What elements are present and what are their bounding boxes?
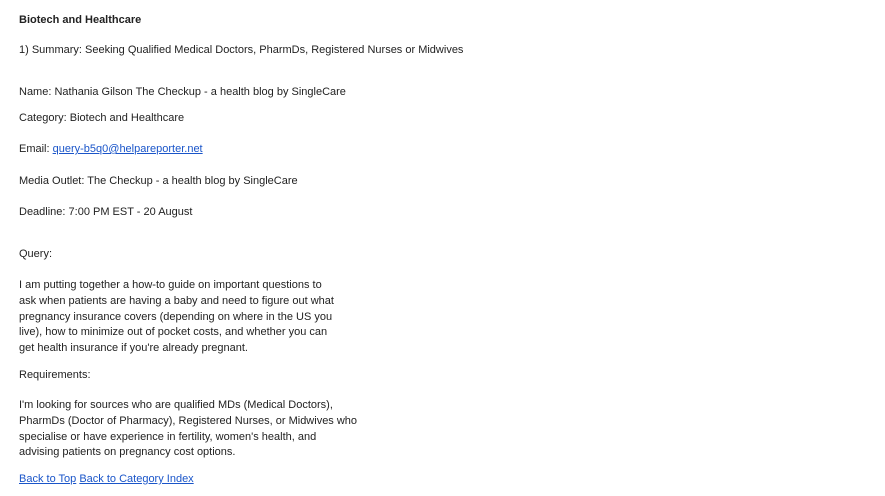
back-to-top-link[interactable]: Back to Top (19, 473, 77, 485)
deadline-line: Deadline: 7:00 PM EST - 20 August (19, 206, 193, 218)
query-line: live), how to minimize out of pocket costs, and whether you can (19, 326, 328, 339)
summary-line: 1) Summary: Seeking Qualified Medical Doctors, PharmDs, Registered Nurses or Midwives (19, 44, 464, 56)
media-outlet-line: Media Outlet: The Checkup - a health blog by SingleCare (19, 175, 298, 187)
footer-links (19, 472, 194, 486)
email-link[interactable]: query-b5q0@helpareporter.net (52, 143, 203, 155)
category-heading: Biotech and Healthcare (19, 14, 142, 26)
query-line: pregnancy insurance covers (depending on where in the US you (19, 310, 333, 323)
query-line: get health insurance if you're already pregnant. (19, 342, 248, 355)
back-to-category-index-link[interactable]: Back to Category Index (79, 473, 194, 485)
query-text (19, 278, 334, 357)
requirements-line: I'm looking for sources who are qualified MDs (Medical Doctors), (19, 399, 333, 411)
requirements-label: Requirements: (19, 369, 91, 381)
requirements-text (19, 398, 357, 461)
query-line: I am putting together a how-to guide on important questions to (19, 279, 322, 291)
email-label: Email: (19, 143, 53, 155)
category-line: Category: Biotech and Healthcare (19, 112, 185, 124)
requirements-line: specialise or have experience in fertility, women's health, and (19, 430, 317, 443)
name-line: Name: Nathania Gilson The Checkup - a health blog by SingleCare (19, 86, 346, 98)
requirements-line: advising patients on pregnancy cost options. (19, 446, 236, 459)
query-label: Query: (19, 248, 53, 260)
query-line: ask when patients are having a baby and need to figure out what (19, 294, 334, 307)
requirements-line: PharmDs (Doctor of Pharmacy), Registered Nurses, or Midwives who (19, 414, 358, 427)
email-line (19, 142, 203, 156)
